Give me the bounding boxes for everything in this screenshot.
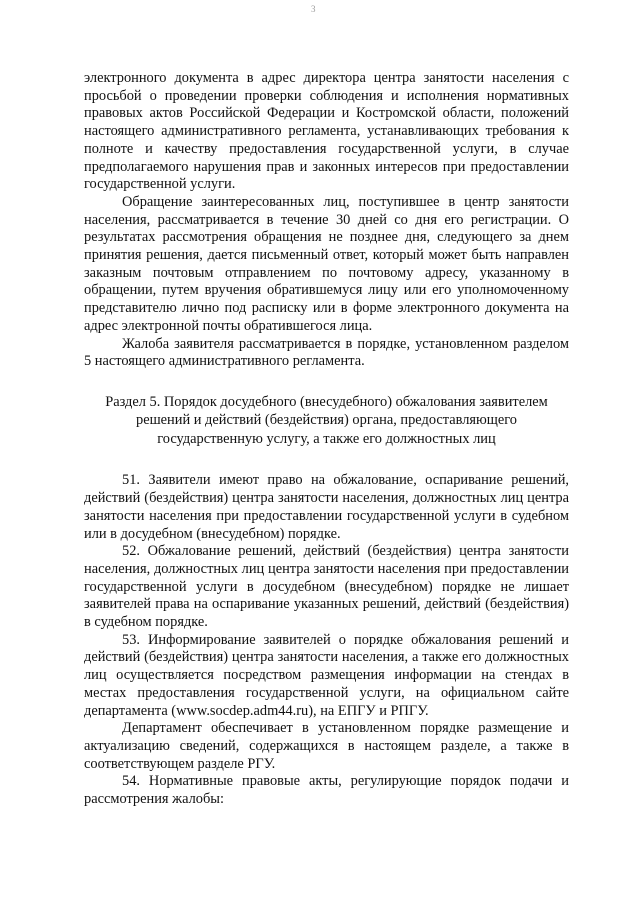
paragraph-appeal-review: Обращение заинтересованных лиц, поступившее в центр занятости населения, рассматривается в течение 30 дней со дня его регистрации. О результатах рассмотрения обращения не позднее дня, следующего за днем принятия решения, дается письменный ответ, который может быть направлен заказным почтовым отправлением по почтовому адресу, указанному в обращении, путем вручения обратившемуся лицу или его уполномоченному представителю лично под расписку или в форме электронного документа на адрес электронной почты обратившегося лица. — [84, 193, 569, 334]
paragraph-52: 52. Обжалование решений, действий (бездействия) центра занятости населения, должностных лиц центра занятости населения при предоставлении государственной услуги в досудебном (внесудебном) порядке не лишает заявителей права на оспаривание указанных решений, действий (бездействия) в судебном порядке. — [84, 543, 569, 631]
paragraph-department: Департамент обеспечивает в установленном порядке размещение и актуализацию сведений, содержащихся в настоящем разделе, а также в соответствующем разделе РГУ. — [84, 720, 569, 772]
paragraph-53: 53. Информирование заявителей о порядке обжалования решений и действий (бездействия) центра занятости населения, а также его должностных лиц осуществляется посредством размещения информации на стендах в местах предоставления государственной услуги, на официальном сайте департамента (www.socdep.adm44.ru), на ЕПГУ и РПГУ. — [84, 631, 569, 719]
paragraph-51: 51. Заявители имеют право на обжалование, оспаривание решений, действий (бездействия) центра занятости населения, должностных лиц центра занятости населения при предоставлении государственной услуги в судебном или в досудебном (внесудебном) порядке. — [84, 472, 569, 542]
paragraph-54: 54. Нормативные правовые акты, регулирующие порядок подачи и рассмотрения жалобы: — [84, 773, 569, 808]
document-body — [84, 70, 569, 809]
page-number: 3 — [311, 4, 316, 14]
section-5-heading: Раздел 5. Порядок досудебного (внесудебного) обжалования заявителем решений и действий (бездействия) органа, предоставляющего государственную услугу, а также его должностных лиц — [105, 393, 548, 447]
paragraph-complaint-review: Жалоба заявителя рассматривается в порядке, установленном разделом 5 настоящего административного регламента. — [84, 335, 569, 370]
paragraph-continuation: электронного документа в адрес директора центра занятости населения с просьбой о проведении проверки соблюдения и исполнения нормативных правовых актов Российской Федерации и Костромской области, положений настоящего административного регламента, устанавливающих требования к полноте и качеству предоставления государственной услуги, в случае предполагаемого нарушения прав и законных интересов при предоставлении государственной услуги. — [84, 70, 569, 193]
